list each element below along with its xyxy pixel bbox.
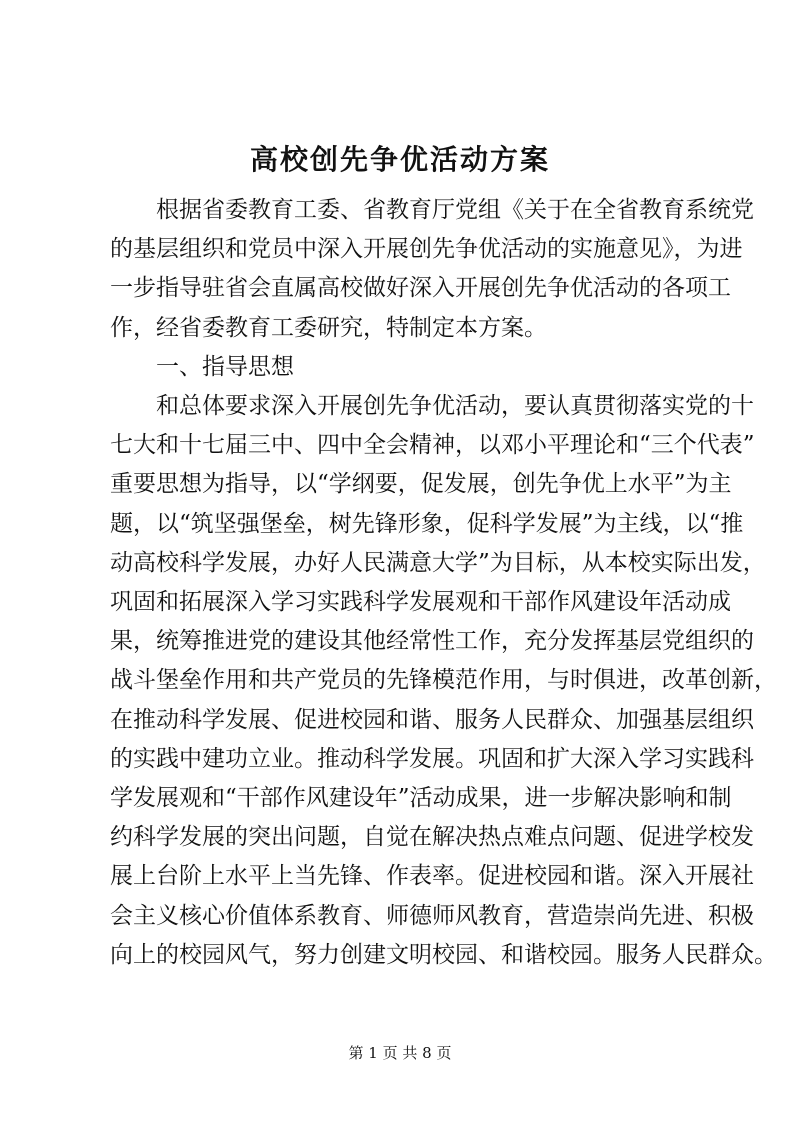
paragraph-line: 重要思想为指导，以“学纲要，促发展，创先争优上水平”为主 bbox=[110, 471, 732, 497]
paragraph-line: 约科学发展的突出问题，自觉在解决热点难点问题、促进学校发 bbox=[110, 824, 754, 850]
paragraph-line: 学发展观和“干部作风建设年”活动成果，进一步解决影响和制 bbox=[110, 785, 732, 811]
paragraph-line: 展上台阶上水平上当先锋、作表率。促进校园和谐。深入开展社 bbox=[110, 863, 754, 889]
paragraph-line: 在推动科学发展、促进校园和谐、服务人民群众、加强基层组织 bbox=[110, 707, 754, 733]
paragraph-line: 会主义核心价值体系教育、师德师风教育，营造崇尚先进、积极 bbox=[110, 903, 754, 929]
paragraph-line: 的实践中建功立业。推动科学发展。巩固和扩大深入学习实践科 bbox=[110, 746, 754, 772]
paragraph-line: 巩固和拓展深入学习实践科学发展观和干部作风建设年活动成 bbox=[110, 589, 731, 615]
paragraph-line: 七大和十七届三中、四中全会精神，以邓小平理论和“三个代表” bbox=[110, 432, 755, 458]
paragraph-line: 题，以“筑坚强堡垒，树先锋形象，促科学发展”为主线，以“推 bbox=[110, 511, 744, 537]
paragraph-line: 果，统筹推进党的建设其他经常性工作，充分发挥基层党组织的 bbox=[110, 628, 754, 654]
paragraph-line: 动高校科学发展，办好人民满意大学”为目标，从本校实际出发， bbox=[110, 550, 766, 576]
paragraph-line: 根据省委教育工委、省教育厅党组《关于在全省教育系统党 bbox=[156, 197, 754, 223]
paragraph-line: 战斗堡垒作用和共产党员的先锋模范作用，与时俱进，改革创新， bbox=[110, 667, 777, 693]
document-title: 高校创先争优活动方案 bbox=[249, 143, 550, 176]
paragraph-line: 的基层组织和党员中深入开展创先争优活动的实施意见》，为进 bbox=[110, 236, 743, 262]
section-heading: 一、指导思想 bbox=[156, 354, 294, 380]
paragraph-line: 一步指导驻省会直属高校做好深入开展创先争优活动的各项工 bbox=[110, 275, 731, 301]
paragraph-line: 和总体要求深入开展创先争优活动，要认真贯彻落实党的十 bbox=[156, 393, 754, 419]
paragraph-line: 向上的校园风气，努力创建文明校园、和谐校园。服务人民群众。 bbox=[110, 942, 777, 968]
page-footer: 第 1 页 共 8 页 bbox=[348, 1044, 452, 1062]
paragraph-line: 作，经省委教育工委研究，特制定本方案。 bbox=[110, 315, 547, 341]
